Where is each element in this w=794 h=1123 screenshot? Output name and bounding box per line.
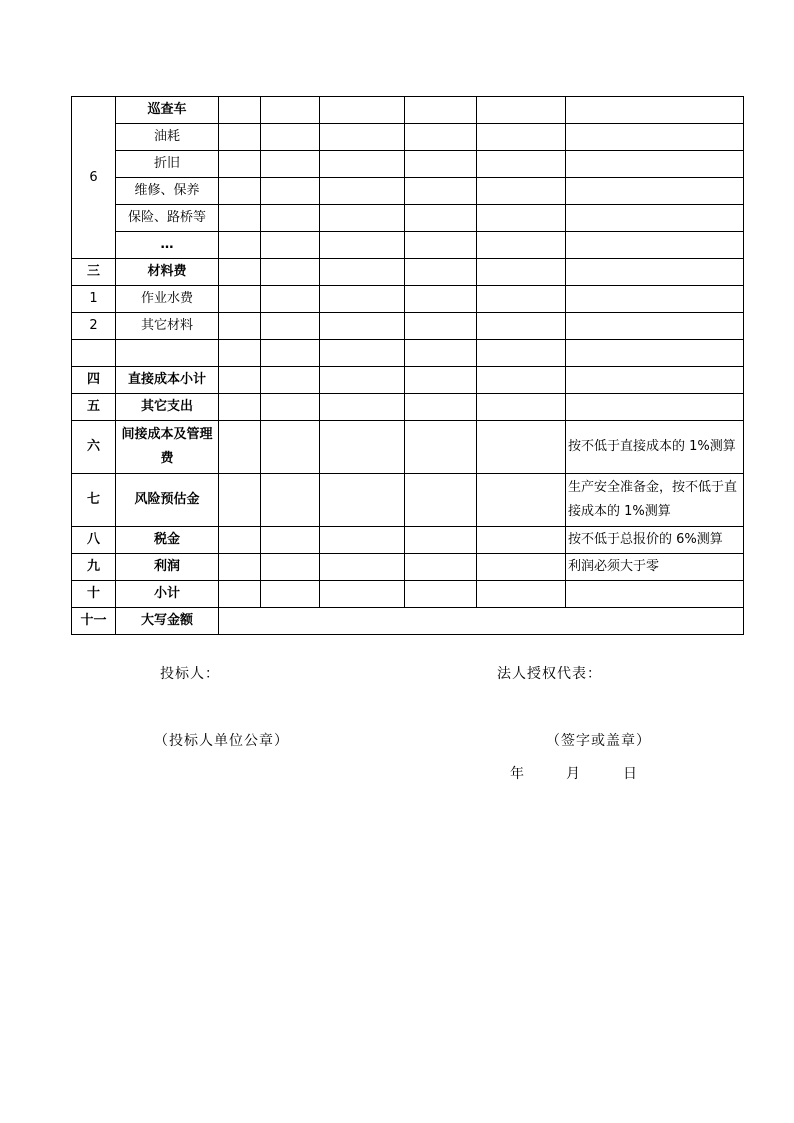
value-cell[interactable]: [405, 527, 477, 554]
value-cell[interactable]: [261, 554, 320, 581]
table-row: [72, 151, 744, 178]
value-cell[interactable]: [261, 527, 320, 554]
value-cell[interactable]: [261, 97, 320, 124]
amount-in-words-cell[interactable]: [219, 608, 744, 635]
value-cell[interactable]: [320, 421, 405, 474]
value-cell[interactable]: [219, 232, 261, 259]
row-note: 生产安全准备金，按不低于直接成本的 1%测算: [566, 474, 744, 527]
sign-or-seal-note: （签字或盖章）: [546, 733, 651, 749]
value-cell[interactable]: [405, 178, 477, 205]
table-row: [72, 527, 744, 554]
value-cell[interactable]: [405, 554, 477, 581]
value-cell[interactable]: [477, 286, 566, 313]
row-note: 按不低于总报价的 6%测算: [566, 527, 744, 554]
value-cell[interactable]: [261, 259, 320, 286]
value-cell[interactable]: [405, 205, 477, 232]
value-cell[interactable]: [261, 394, 320, 421]
row-note: 利润必须大于零: [566, 554, 744, 581]
row-item-name: 其它材料: [116, 313, 219, 340]
value-cell[interactable]: [405, 581, 477, 608]
value-cell[interactable]: [320, 527, 405, 554]
value-cell[interactable]: [477, 97, 566, 124]
row-note: [566, 367, 744, 394]
row-note: [566, 259, 744, 286]
row-number: 四: [72, 367, 116, 394]
value-cell[interactable]: [261, 124, 320, 151]
bidder-seal-note: （投标人单位公章）: [154, 733, 289, 749]
table-body: [72, 97, 744, 635]
row-number: 三: [72, 259, 116, 286]
row-number: [72, 340, 116, 367]
value-cell[interactable]: [477, 340, 566, 367]
value-cell[interactable]: [405, 474, 477, 527]
value-cell[interactable]: [405, 367, 477, 394]
value-cell[interactable]: [219, 151, 261, 178]
row-item-name: 保险、路桥等: [116, 205, 219, 232]
row-number: 十: [72, 581, 116, 608]
row-note: [566, 581, 744, 608]
value-cell[interactable]: [219, 554, 261, 581]
table-row: [72, 340, 744, 367]
legal-rep-label: 法人授权代表：: [497, 666, 602, 682]
value-cell[interactable]: [477, 232, 566, 259]
value-cell[interactable]: [405, 124, 477, 151]
row-number: 六: [72, 421, 116, 474]
date-month: 月: [566, 766, 581, 782]
value-cell[interactable]: [219, 259, 261, 286]
row-item-name: 维修、保养: [116, 178, 219, 205]
value-cell[interactable]: [405, 286, 477, 313]
value-cell[interactable]: [477, 313, 566, 340]
value-cell[interactable]: [405, 97, 477, 124]
value-cell[interactable]: [219, 394, 261, 421]
table-row: [72, 394, 744, 421]
row-item-name: 作业水费: [116, 286, 219, 313]
row-item-name: 间接成本及管理费: [116, 421, 219, 474]
value-cell[interactable]: [261, 367, 320, 394]
value-cell[interactable]: [405, 313, 477, 340]
value-cell[interactable]: [219, 474, 261, 527]
value-cell[interactable]: [219, 313, 261, 340]
value-cell[interactable]: [261, 286, 320, 313]
row-number: 五: [72, 394, 116, 421]
table-row: [72, 178, 744, 205]
value-cell[interactable]: [405, 421, 477, 474]
cost-breakdown-table: [71, 96, 744, 635]
value-cell[interactable]: [320, 232, 405, 259]
value-cell[interactable]: [261, 178, 320, 205]
value-cell[interactable]: [405, 232, 477, 259]
value-cell[interactable]: [477, 259, 566, 286]
value-cell[interactable]: [320, 97, 405, 124]
table-row: [72, 474, 744, 527]
value-cell[interactable]: [219, 178, 261, 205]
value-cell[interactable]: [477, 178, 566, 205]
value-cell[interactable]: [261, 313, 320, 340]
value-cell[interactable]: [320, 205, 405, 232]
value-cell[interactable]: [219, 340, 261, 367]
date-year: 年: [510, 766, 525, 782]
value-cell[interactable]: [261, 581, 320, 608]
value-cell[interactable]: [405, 394, 477, 421]
row-item-name: 巡查车: [116, 97, 219, 124]
table-row: [72, 421, 744, 474]
row-note: [566, 151, 744, 178]
value-cell[interactable]: [405, 151, 477, 178]
table-row: [72, 205, 744, 232]
row-note: [566, 97, 744, 124]
value-cell[interactable]: [320, 313, 405, 340]
table-row: [72, 232, 744, 259]
table-row: [72, 581, 744, 608]
value-cell[interactable]: [320, 340, 405, 367]
row-item-name: 风险预估金: [116, 474, 219, 527]
value-cell[interactable]: [219, 421, 261, 474]
row-number: 6: [72, 97, 116, 259]
row-number: 2: [72, 313, 116, 340]
value-cell[interactable]: [261, 340, 320, 367]
value-cell[interactable]: [320, 367, 405, 394]
value-cell[interactable]: [219, 205, 261, 232]
value-cell[interactable]: [405, 259, 477, 286]
value-cell[interactable]: [320, 554, 405, 581]
row-note: 按不低于直接成本的 1%测算: [566, 421, 744, 474]
row-number: 八: [72, 527, 116, 554]
value-cell[interactable]: [320, 474, 405, 527]
value-cell[interactable]: [320, 286, 405, 313]
value-cell[interactable]: [261, 421, 320, 474]
date-day: 日: [623, 766, 638, 782]
row-item-name: 小计: [116, 581, 219, 608]
value-cell[interactable]: [477, 394, 566, 421]
table-row: [72, 259, 744, 286]
value-cell[interactable]: [219, 124, 261, 151]
value-cell[interactable]: [320, 178, 405, 205]
row-note: [566, 232, 744, 259]
row-note: [566, 124, 744, 151]
value-cell[interactable]: [477, 151, 566, 178]
value-cell[interactable]: [219, 286, 261, 313]
table-row: [72, 286, 744, 313]
value-cell[interactable]: [261, 151, 320, 178]
value-cell[interactable]: [261, 232, 320, 259]
value-cell[interactable]: [219, 581, 261, 608]
table-row: [72, 313, 744, 340]
row-item-name: 直接成本小计: [116, 367, 219, 394]
value-cell[interactable]: [320, 259, 405, 286]
bidder-label: 投标人：: [160, 666, 220, 682]
value-cell[interactable]: [219, 367, 261, 394]
row-item-name: 利润: [116, 554, 219, 581]
table-row: [72, 97, 744, 124]
table-row: [72, 124, 744, 151]
value-cell[interactable]: [219, 97, 261, 124]
row-number: 十一: [72, 608, 116, 635]
value-cell[interactable]: [320, 124, 405, 151]
row-number: 九: [72, 554, 116, 581]
row-note: [566, 205, 744, 232]
value-cell[interactable]: [477, 367, 566, 394]
value-cell[interactable]: [320, 581, 405, 608]
value-cell[interactable]: [477, 421, 566, 474]
table-row: [72, 367, 744, 394]
row-note: [566, 178, 744, 205]
row-item-name: 油耗: [116, 124, 219, 151]
row-note: [566, 313, 744, 340]
value-cell[interactable]: [219, 527, 261, 554]
row-item-name: 大写金额: [116, 608, 219, 635]
row-note: [566, 340, 744, 367]
row-item-name: 材料费: [116, 259, 219, 286]
row-item-name: 其它支出: [116, 394, 219, 421]
row-item-name: 税金: [116, 527, 219, 554]
value-cell[interactable]: [477, 581, 566, 608]
row-note: [566, 394, 744, 421]
value-cell[interactable]: [320, 394, 405, 421]
table-row: [72, 554, 744, 581]
row-item-name: 折旧: [116, 151, 219, 178]
row-item-name: [116, 340, 219, 367]
value-cell[interactable]: [477, 205, 566, 232]
row-note: [566, 286, 744, 313]
row-number: 七: [72, 474, 116, 527]
table-row: [72, 608, 744, 635]
value-cell[interactable]: [405, 340, 477, 367]
value-cell[interactable]: [477, 474, 566, 527]
value-cell[interactable]: [261, 205, 320, 232]
value-cell[interactable]: [477, 527, 566, 554]
row-number: 1: [72, 286, 116, 313]
value-cell[interactable]: [261, 474, 320, 527]
value-cell[interactable]: [320, 151, 405, 178]
row-item-name: …: [116, 232, 219, 259]
value-cell[interactable]: [477, 554, 566, 581]
value-cell[interactable]: [477, 124, 566, 151]
